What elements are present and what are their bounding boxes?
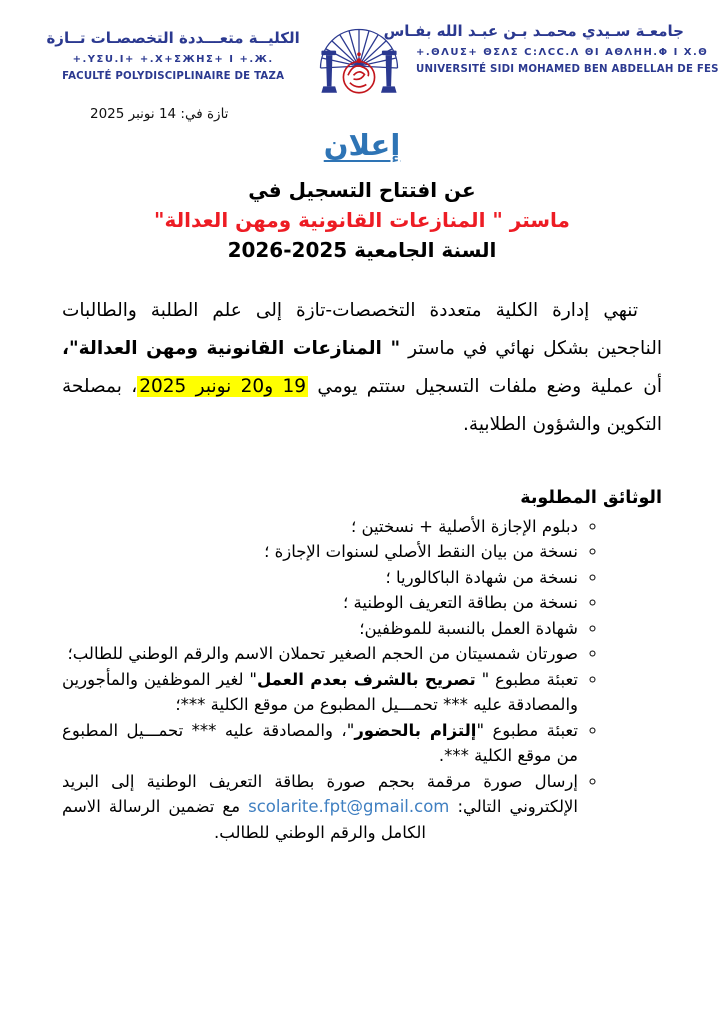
title-block [0, 128, 724, 262]
body-paragraph [62, 292, 662, 444]
document-list-item [62, 667, 578, 718]
document-list-item [62, 616, 578, 642]
faculty-name-tifinagh: +.YΣU.I+ +.X+ΣЖHΣ+ I +.Ж. [72, 54, 274, 65]
document-list-item [62, 539, 578, 565]
text-run: تنهي إدارة الكلية متعددة التخصصات-تازة إلى علم الطلبة والطالبات الناجحين بشكل نهائي في ماستر [62, 300, 662, 359]
documents-heading: الوثائق المطلوبة [520, 487, 662, 508]
university-block [383, 20, 719, 75]
text-run: " المنازعات القانونية ومهن العدالة"، [62, 337, 401, 359]
document-list-item [62, 590, 578, 616]
text-run: تعبئة مطبوع " [475, 669, 578, 689]
text-run: ، بمصلحة التكوين والشؤون الطلابية. [62, 375, 662, 435]
text-run: نسخة من بيان النقط الأصلي لسنوات الإجازة ؛ [264, 542, 578, 562]
text-run: شهادة العمل بالنسبة للموظفين؛ [359, 618, 578, 638]
text-run: تعبئة مطبوع " [476, 720, 578, 740]
email-link[interactable]: scolarite.fpt@gmail.com [248, 797, 450, 817]
text-run: أن عملية وضع ملفات التسجيل ستتم يومي [308, 375, 662, 397]
faculty-block [44, 20, 302, 82]
text-run: " لغير الموظفين والمأجورين والمصادقة عليه *** تحمـــيل المطبوع من موقع الكلية ***؛ [62, 669, 578, 715]
document-list-item [62, 514, 578, 540]
document-date: تازة في: 14 نونبر 2025 [90, 106, 229, 122]
letterhead [0, 0, 724, 116]
document-list-item [62, 565, 578, 591]
document-list-item [62, 769, 578, 846]
subtitle-registration: عن افتتاح التسجيل في [248, 178, 476, 202]
text-run: 19 و20 نونبر 2025 [139, 375, 307, 397]
faculty-name-french: FACULTÉ POLYDISCIPLINAIRE DE TAZA [62, 71, 285, 82]
university-name-tifinagh: +.ΘΛUΣ+ ΘΣΛΣ C:ΛCC.Λ ΘΙ ΑΘΛHH.Φ I X.Θ [416, 47, 709, 58]
university-name-arabic: جامعـة سـيدي محمـد بـن عبـد الله بفـاس [383, 22, 684, 40]
text-run: مع تضمين الرسالة الاسم الكامل والرقم الوطني للطالب. [62, 797, 426, 842]
announcement-heading-text: إعلان [323, 128, 401, 162]
documents-list [0, 514, 724, 846]
text-run: إرسال صورة مرقمة بحجم صورة بطاقة التعريف الوطنية إلى البريد الإلكتروني التالي: [62, 771, 578, 817]
text-run: صورتان شمسيتان من الحجم الصغير تحملان الاسم والرقم الوطني للطالب؛ [67, 644, 578, 664]
document-list-item [62, 718, 578, 769]
text-run: نسخة من شهادة الباكالوريا ؛ [385, 567, 578, 587]
document-list-item [62, 641, 578, 667]
faculty-name-arabic: الكليــة متعـــددة التخصصـات تــازة [46, 29, 300, 47]
text-run: نسخة من بطاقة التعريف الوطنية ؛ [343, 593, 578, 613]
text-run: دبلوم الإجازة الأصلية + نسختين ؛ [350, 516, 578, 536]
text-run: "، والمصادقة عليه *** تحمـــيل المطبوع من موقع الكلية ***. [62, 720, 578, 766]
text-run: إلتزام بالحضور [354, 720, 477, 740]
text-run: تصريح بالشرف بعدم العمل [256, 669, 476, 689]
academic-year: السنة الجامعية 2025-2026 [227, 238, 497, 262]
university-name-french: UNIVERSITÉ SIDI MOHAMED BEN ABDELLAH DE FES [416, 64, 719, 75]
master-program-title: ماستر " المنازعات القانونية ومهن العدالة" [154, 208, 570, 232]
announcement-heading [0, 128, 724, 162]
